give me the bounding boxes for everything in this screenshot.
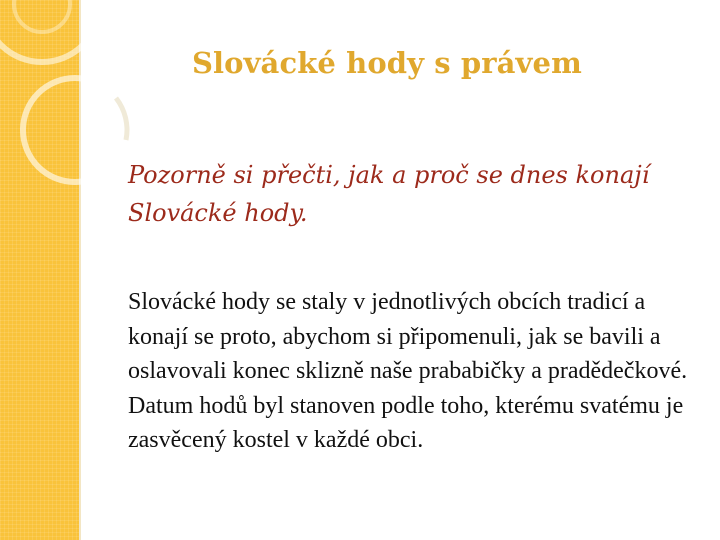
body-text: Slovácké hody se staly v jednotlivých obcích tradicí a konají se proto, abychom si připomenuli, jak se bavili a oslavovali konec sklizně naše prababičky a pradědečkové. Datum hodů byl stanoven podle toho, kterému svatému je zasvěcený kostel v každé obci. [128, 289, 688, 453]
decorative-ring-lower [23, 78, 127, 182]
slide-title: Slovácké hody s právem [192, 46, 582, 80]
intro-text: Pozorně si přečti, jak a proč se dnes konají Slovácké hody. [128, 161, 650, 227]
decorative-ring-lower-arc [116, 98, 127, 140]
decorative-ring-inner [14, 0, 70, 32]
